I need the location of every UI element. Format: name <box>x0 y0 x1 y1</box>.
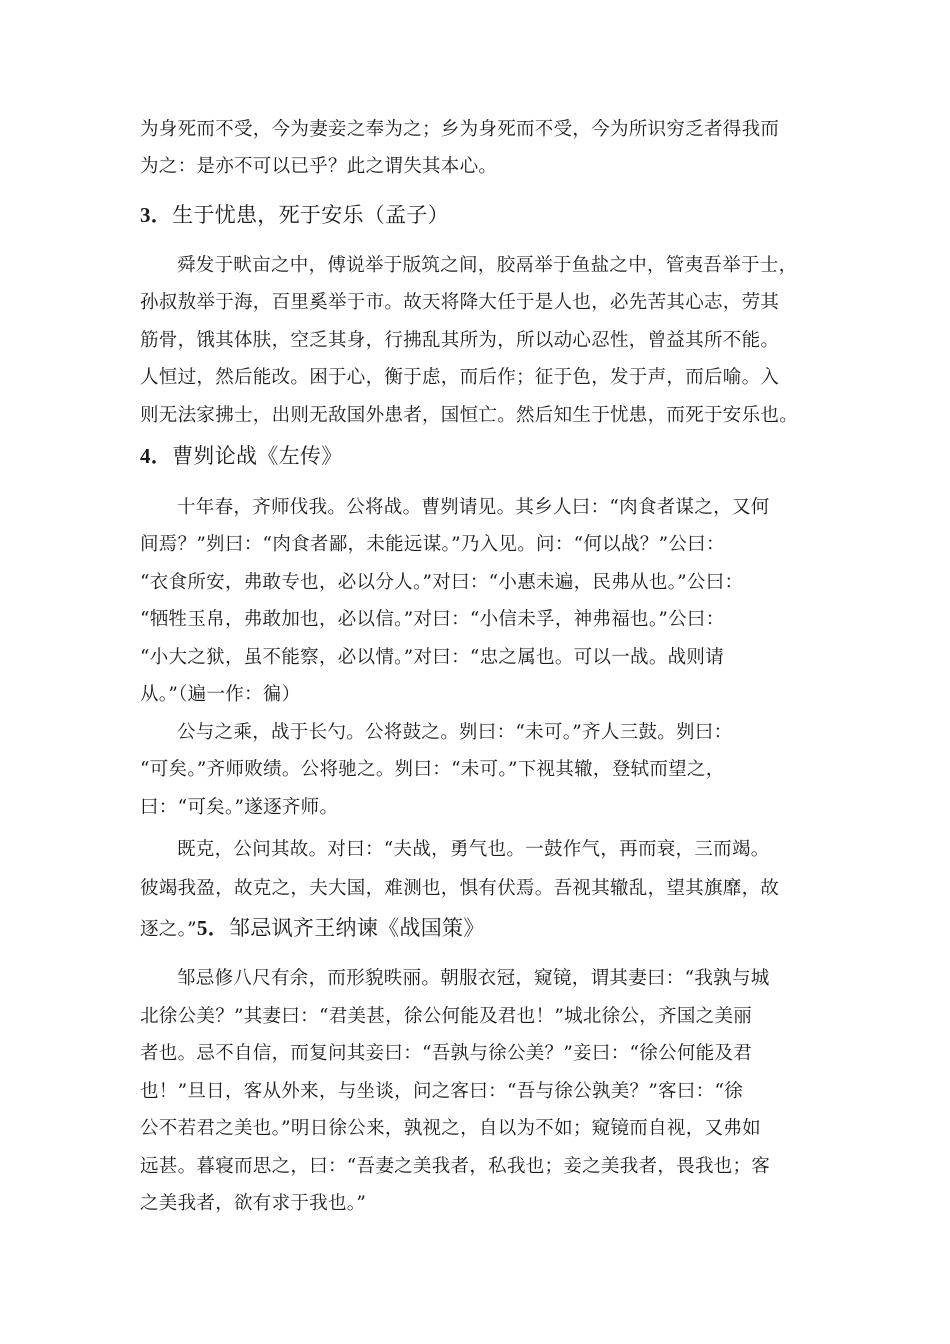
text-line: 邹忌修八尺有余，而形貌昳丽。朝服衣冠，窥镜，谓其妻曰：“我孰与城 <box>177 968 770 989</box>
text-line: 间焉？”刿曰：“肉食者鄙，未能远谋。”乃入见。问：“何以战？”公曰： <box>140 534 725 555</box>
text-line: “牺牲玉帛，弗敢加也，必以信。”对曰：“小信未孚，神弗福也。”公曰： <box>140 609 725 630</box>
text-line: 公与之乘，战于长勺。公将鼓之。刿曰：“未可。”齐人三鼓。刿曰： <box>177 722 733 743</box>
text-line: 既克，公问其故。对曰：“夫战，勇气也。一鼓作气，再而衰，三而竭。 <box>177 839 770 860</box>
text-line: 为身死而不受，今为妻妾之奉为之；乡为身死而不受，今为所识穷乏者得我而 <box>140 119 780 140</box>
text-line: 则无法家拂士，出则无敌国外患者，国恒亡。然后知生于忧患，而死于安乐也。 <box>140 405 799 426</box>
text-line: 为之：是亦不可以已乎？此之谓失其本心。 <box>140 156 498 177</box>
text-line: 十年春，齐师伐我。公将战。曹刿请见。其乡人曰：“肉食者谋之，又何 <box>177 497 770 518</box>
text-line: 舜发于畎亩之中，傅说举于版筑之间，胶鬲举于鱼盐之中，管夷吾举于士， <box>177 255 798 276</box>
section-title: 邹忌讽齐王纳谏《战国策》 <box>229 916 485 940</box>
section-number: 4． <box>140 444 173 468</box>
section-title: 曹刿论战《左传》 <box>172 444 343 468</box>
text-line: 曰：“可矣。”遂逐齐师。 <box>140 797 339 818</box>
text-line: 孙叔敖举于海，百里奚举于市。故天将降大任于是人也，必先苦其心志，劳其 <box>140 292 780 313</box>
section-title: 生于忧患，死于安乐（孟子） <box>172 203 450 227</box>
section-heading-4 <box>140 444 343 468</box>
text-line: “可矣。”齐师败绩。公将驰之。刿曰：“未可。”下视其辙，登轼而望之， <box>140 759 725 780</box>
text-line: 远甚。暮寝而思之，曰：“吾妻之美我者，私我也；妾之美我者，畏我也；客 <box>140 1156 771 1177</box>
mixed-line <box>140 916 485 942</box>
text-line: 人恒过，然后能改。困于心，衡于虑，而后作；征于色，发于声，而后喻。入 <box>140 367 780 388</box>
section-heading-3 <box>140 203 449 227</box>
text-line: “小大之狱，虽不能察，必以情。”对曰：“忠之属也。可以一战。战则请 <box>140 647 725 668</box>
text-line: 者也。忌不自信，而复问其妾曰：“吾孰与徐公美？”妾曰：“徐公何能及君 <box>140 1043 753 1064</box>
text-line: 从。”（遍一作：徧） <box>140 684 301 705</box>
text-line: 彼竭我盈，故克之，夫大国，难测也，惧有伏焉。吾视其辙乱，望其旗靡，故 <box>140 878 780 899</box>
text-line: 北徐公美？”其妻曰：“君美甚，徐公何能及君也！”城北徐公，齐国之美丽 <box>140 1006 753 1027</box>
text-line: “衣食所安，弗敢专也，必以分人。”对曰：“小惠未遍，民弗从也。”公曰： <box>140 572 744 593</box>
text-line: 也！”旦日，客从外来，与坐谈，问之客曰：“吾与徐公孰美？”客曰：“徐 <box>140 1081 744 1102</box>
section-number: 3． <box>140 203 173 227</box>
text-line: 公不若君之美也。”明日徐公来，孰视之，自以为不如；窥镜而自视，又弗如 <box>140 1118 761 1139</box>
section-number: 5． <box>196 916 230 940</box>
text-fragment: 逐之。” <box>140 919 197 940</box>
text-line: 筋骨，饿其体肤，空乏其身，行拂乱其所为，所以动心忍性，曾益其所不能。 <box>140 330 780 351</box>
text-line: 之美我者，欲有求于我也。” <box>140 1193 367 1214</box>
